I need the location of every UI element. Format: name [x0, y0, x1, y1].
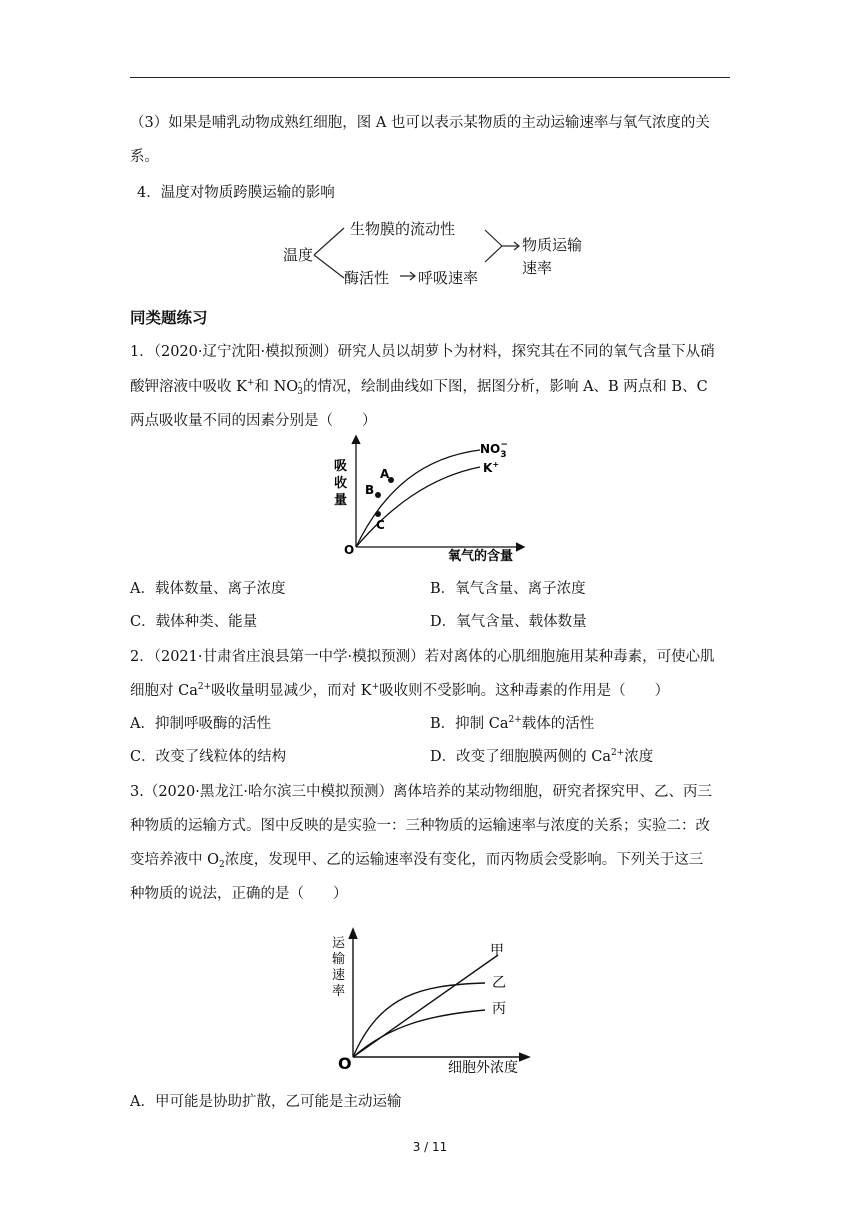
q2-line1: 2．（2021·甘肃省庄浪县第一中学·模拟预测）若对离体的心肌细胞施用某种毒素，可使心肌 — [130, 649, 715, 665]
flow-result-line1: 物质运输 — [522, 236, 583, 254]
y-label-3: 量 — [334, 493, 348, 508]
section-title: 同类题练习 — [130, 309, 208, 327]
arrow-top-result — [485, 230, 502, 246]
flow-enzyme-activity: 酶活性 — [344, 269, 390, 287]
arrow-temp-top — [314, 228, 344, 255]
header-rule — [130, 77, 730, 78]
q3-line2: 种物质的运输方式。图中反映的是实验一：三种物质的运输速率与浓度的关系；实验二：改 — [130, 818, 710, 834]
y-label-2: 输 — [332, 952, 346, 967]
q1-option-d: D．氧气含量、载体数量 — [430, 614, 587, 630]
y-label-4: 率 — [332, 984, 346, 999]
page-number: 3 / 11 — [412, 1140, 448, 1154]
q1-option-a: A．载体数量、离子浓度 — [130, 581, 286, 597]
curve-bing-label: 丙 — [492, 1001, 506, 1017]
q3-line3: 变培养液中 $O_2$浓度，发现甲、乙的运输速率没有变化，而丙物质会受影响。下列关于这三 — [130, 852, 704, 870]
curve-yi-label: 乙 — [492, 975, 506, 991]
curve-no3 — [356, 450, 480, 547]
curve-no3-label: $NO_3-$ — [480, 440, 509, 460]
point-b-label: B — [365, 483, 375, 497]
arrow-temp-bottom — [314, 255, 344, 278]
q3-line1: 3.（2020·黑龙江·哈尔滨三中模拟预测）离体培养的某动物细胞，研究者探究甲、乙、丙三 — [130, 784, 712, 800]
figure-transport-rate — [320, 925, 540, 1075]
temperature-flow-diagram — [270, 212, 600, 298]
flow-result-line2: 速率 — [522, 259, 553, 277]
q2-option-b: B．抑制 $Ca^{2+}$载体的活性 — [430, 715, 595, 732]
point-c-dot — [375, 511, 381, 517]
curve-k — [356, 467, 480, 547]
y-label-3: 速 — [332, 968, 346, 983]
origin-label: O — [338, 1054, 352, 1073]
x-label: 细胞外浓度 — [448, 1060, 518, 1075]
text-line: 系。 — [130, 149, 159, 165]
flow-respiration-rate: 呼吸速率 — [418, 269, 479, 287]
figure-absorption-curve — [330, 432, 530, 562]
q2-line2: 细胞对 $Ca^{2+}$吸收量明显减少，而对 K+吸收则不受影响。这种毒素的作用是（ ） — [130, 682, 670, 699]
point-c-label: C — [376, 518, 385, 532]
x-label: 氧气的含量 — [448, 549, 514, 562]
point-b-dot — [375, 492, 381, 498]
q1-option-b: B．氧气含量、离子浓度 — [430, 581, 586, 597]
point-a-label: A — [380, 467, 390, 481]
curve-jia-label: 甲 — [490, 943, 504, 959]
arrow-bottom-result — [485, 246, 502, 262]
q2-option-c: C．改变了线粒体的结构 — [130, 749, 287, 765]
subheading-temperature: 4．温度对物质跨膜运输的影响 — [137, 185, 335, 201]
flow-membrane-fluidity: 生物膜的流动性 — [350, 220, 456, 238]
y-label-1: 吸 — [334, 459, 348, 474]
q1-option-c: C．载体种类、能量 — [130, 614, 258, 630]
q1-line3: 两点吸收量不同的因素分别是（ ） — [130, 413, 377, 429]
q1-line2: 酸钾溶液中吸收 K+和 $NO^-_3$的情况，绘制曲线如下图，据图分析，影响 A、B 两点和 B、C — [130, 378, 708, 397]
q2-option-d: D．改变了细胞膜两侧的 $Ca^{2+}$浓度 — [430, 748, 654, 765]
curve-k-label: K+ — [483, 460, 500, 475]
origin-label: O — [344, 543, 355, 557]
q2-option-a: A．抑制呼吸酶的活性 — [130, 716, 271, 732]
flow-source: 温度 — [283, 246, 314, 264]
y-label-2: 收 — [334, 476, 348, 491]
curve-bing — [353, 1010, 485, 1057]
y-label-1: 运 — [332, 936, 346, 951]
curve-yi — [353, 983, 485, 1057]
q3-line4: 种物质的说法，正确的是（ ） — [130, 886, 348, 902]
q3-option-a: A．甲可能是协助扩散，乙可能是主动运输 — [130, 1094, 402, 1110]
q1-line1: 1．（2020·辽宁沈阳·模拟预测）研究人员以胡萝卜为材料，探究其在不同的氧气含量下从硝 — [130, 344, 715, 360]
text-line: （3）如果是哺乳动物成熟红细胞，图 A 也可以表示某物质的主动运输速率与氧气浓度的关 — [130, 115, 710, 131]
